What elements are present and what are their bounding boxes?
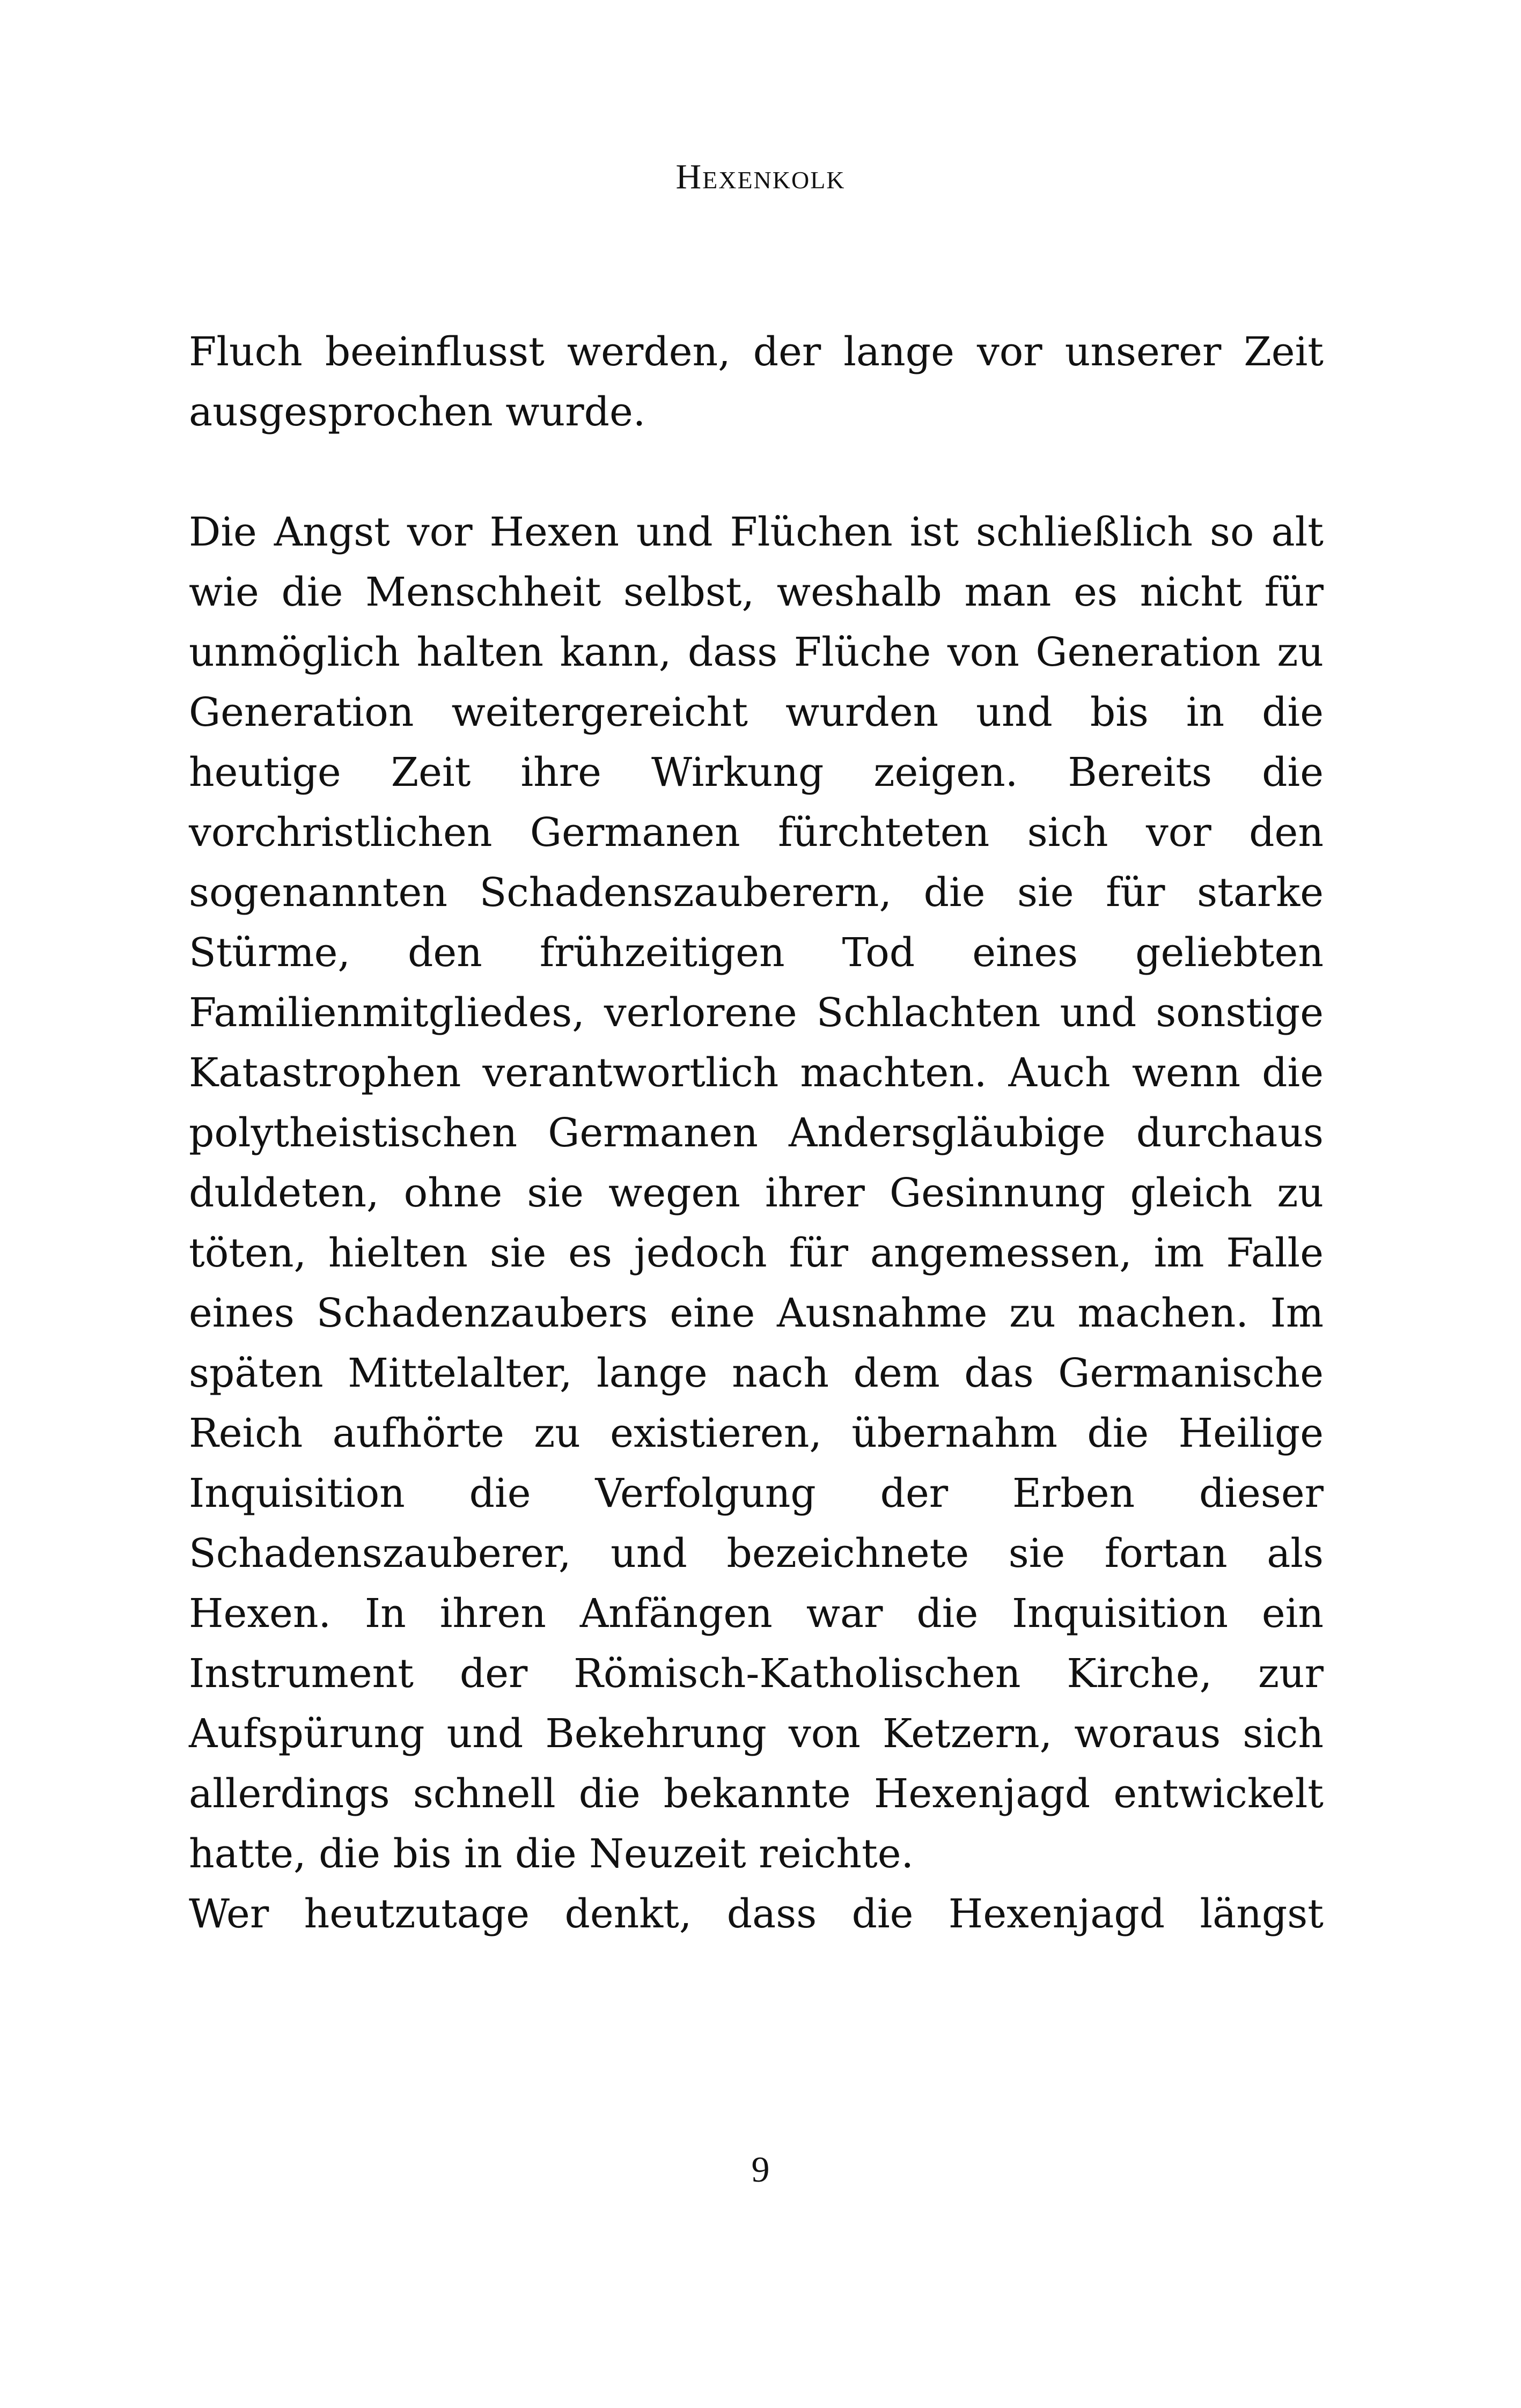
running-header: Hexenkolk <box>675 157 846 196</box>
paragraph-3: Wer heutzutage denkt, dass die Hexenjagd längst <box>189 1891 1324 1937</box>
page-number: 9 <box>751 2149 770 2190</box>
body-text <box>189 322 1324 1944</box>
paragraph-2: Die Angst vor Hexen und Flüchen ist schließlich so alt wie die Menschheit selbst, weshalb man es nicht für unmöglich halten kann, dass Flüche von Generation zu Generation weitergereicht wurden und bis in die heutige Zeit ihre Wirkung zeigen. Bereits die vorchristlichen Germanen fürchteten sich vor den sogenannten Schadenszauberern, die sie für starke Stürme, den frühzeitigen Tod eines geliebten Familienmitgliedes, verlorene Schlachten und sonstige Katastrophen verantwortlich machten. Auch wenn die polytheistischen Germanen Andersgläubige durchaus duldeten, ohne sie wegen ihrer Gesinnung gleich zu töten, hielten sie es jedoch für angemessen, im Falle eines Schadenzaubers eine Ausnahme zu machen. Im späten Mittelalter, lange nach dem das Germanische Reich aufhörte zu existieren, übernahm die Heilige Inquisition die Verfolgung der Erben dieser Schadenszauberer, und bezeichnete sie fortan als Hexen. In ihren Anfängen war die Inquisition ein Instrument der Römisch-Katholischen Kirche, zur Aufspürung und Bekehrung von Ketzern, woraus sich allerdings schnell die bekannte Hexenjagd entwickelt hatte, die bis in die Neuzeit reichte. <box>189 509 1324 1877</box>
paragraph-1: Fluch beeinflusst werden, der lange vor unserer Zeit ausgesprochen wurde. <box>189 329 1324 435</box>
